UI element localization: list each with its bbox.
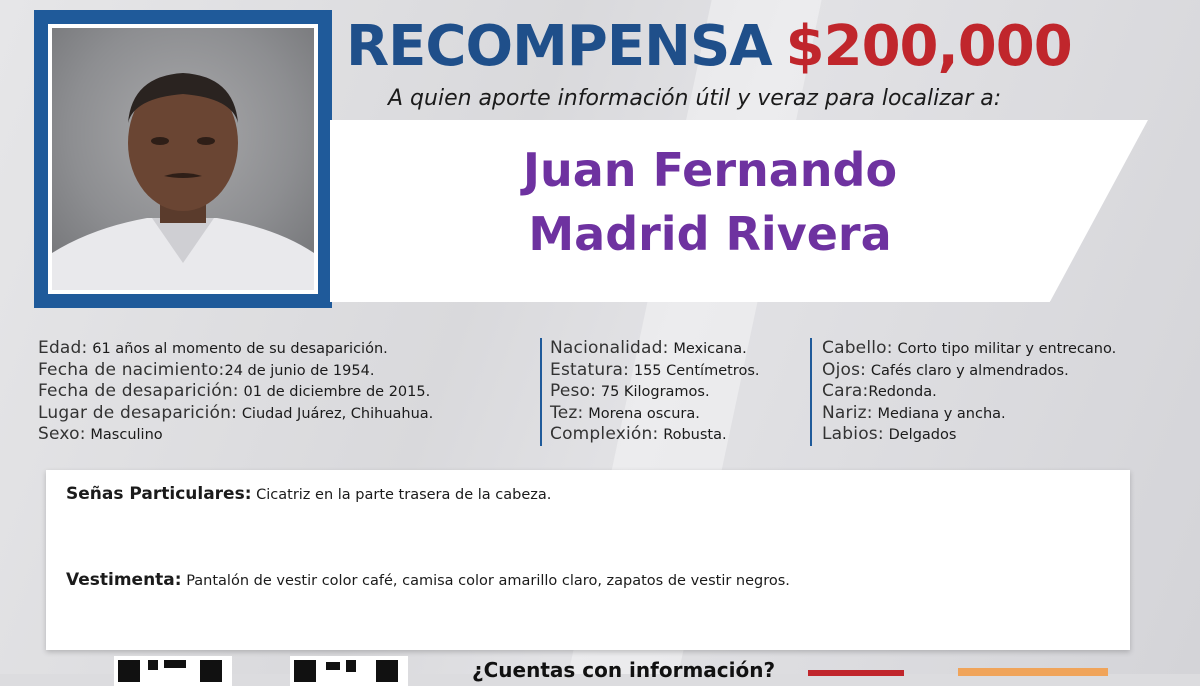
info-row (38, 381, 433, 403)
person-name-first: Juan Fernando (522, 143, 898, 197)
info-label: Estatura: (550, 359, 630, 380)
info-label: Peso: (550, 381, 597, 402)
info-value: Corto tipo militar y entrecano. (897, 341, 1117, 357)
info-label: Nariz: (822, 402, 873, 423)
info-value: Mediana y ancha. (877, 405, 1006, 422)
info-column-left (38, 338, 433, 446)
info-value: Morena oscura. (588, 405, 700, 422)
info-row (822, 338, 1116, 360)
photo-frame (34, 10, 332, 308)
person-name (330, 138, 1090, 266)
missing-person-photo (52, 28, 314, 290)
reward-amount: $200,000 (785, 14, 1072, 79)
senas-particulares (66, 484, 551, 504)
info-row (38, 338, 433, 360)
qr-code-1[interactable] (114, 656, 232, 686)
info-value: Masculino (90, 427, 163, 444)
info-label: Fecha de nacimiento: (38, 359, 225, 380)
senas-value: Cicatriz en la parte trasera de la cabeza. (256, 487, 552, 503)
info-row (550, 424, 760, 446)
info-column-middle (540, 338, 760, 446)
photo-border (48, 24, 318, 294)
info-value: 61 años al momento de su desaparición. (92, 341, 388, 357)
info-label: Fecha de desaparición: (38, 381, 239, 402)
info-label: Labios: (822, 424, 884, 445)
info-value: Robusta. (663, 427, 727, 444)
senas-label: Señas Particulares: (66, 484, 252, 504)
info-label: Edad: (38, 338, 88, 358)
info-row (550, 338, 760, 360)
info-row (822, 403, 1116, 425)
info-row (822, 424, 1116, 446)
info-value: 75 Kilogramos. (600, 384, 710, 401)
info-value: Redonda. (868, 384, 937, 401)
footer-logo-orange (958, 668, 1108, 676)
info-label: Nacionalidad: (550, 338, 669, 358)
info-label: Lugar de desaparición: (38, 402, 238, 423)
info-row (822, 381, 1116, 403)
qr-code-2[interactable] (290, 656, 408, 686)
info-row (38, 424, 433, 446)
info-column-right (810, 338, 1116, 446)
info-row (550, 381, 760, 403)
distinguishing-marks-box (46, 470, 1130, 650)
info-label: Tez: (550, 402, 584, 423)
vestimenta-label: Vestimenta: (66, 570, 182, 590)
info-row (38, 360, 433, 382)
person-portrait-icon (52, 28, 314, 290)
footer-question: ¿Cuentas con información? (472, 658, 776, 682)
info-label: Cabello: (822, 338, 893, 358)
info-row (38, 403, 433, 425)
reward-subtitle: A quien aporte información útil y veraz para localizar a: (388, 86, 1002, 111)
info-label: Sexo: (38, 424, 86, 445)
footer-logo-red (808, 670, 904, 676)
reward-header (346, 14, 1072, 80)
info-row (822, 360, 1116, 382)
info-label: Cara: (822, 381, 869, 402)
info-row (550, 403, 760, 425)
info-row (550, 360, 760, 382)
info-value: 01 de diciembre de 2015. (243, 384, 431, 401)
vestimenta (66, 570, 790, 590)
info-label: Complexión: (550, 424, 659, 445)
info-label: Ojos: (822, 359, 867, 380)
info-value: Mexicana. (673, 341, 747, 357)
info-value: Ciudad Juárez, Chihuahua. (241, 405, 434, 422)
info-value: Delgados (888, 427, 957, 444)
reward-title: RECOMPENSA (346, 14, 772, 79)
person-name-last: Madrid Rivera (528, 207, 892, 261)
info-value: Cafés claro y almendrados. (870, 362, 1069, 379)
vestimenta-value: Pantalón de vestir color café, camisa color amarillo claro, zapatos de vestir negros. (186, 573, 790, 589)
info-value: 24 de junio de 1954. (224, 362, 375, 379)
info-value: 155 Centímetros. (633, 362, 760, 379)
